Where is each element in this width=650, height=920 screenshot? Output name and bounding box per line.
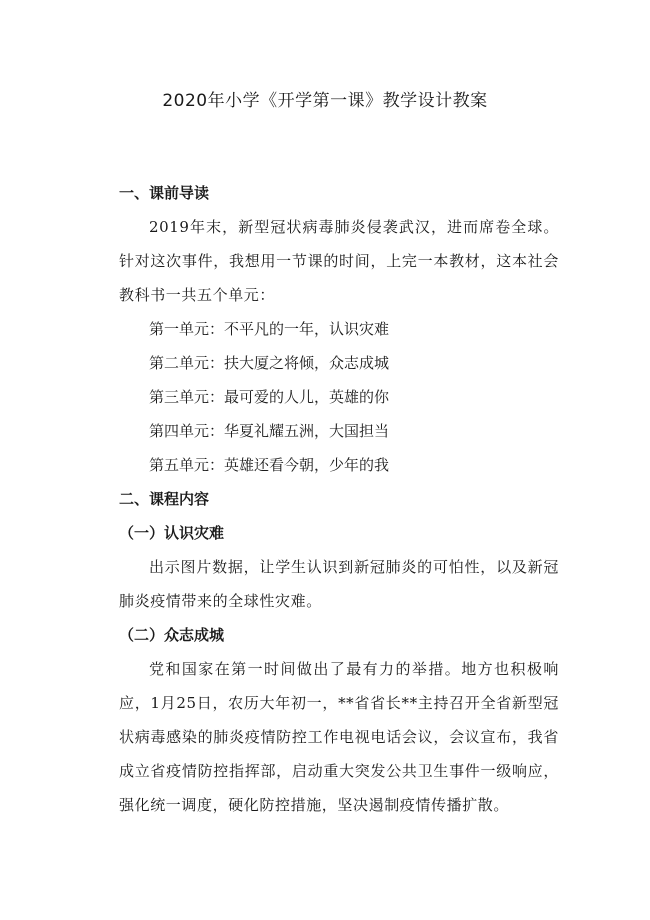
intro-paragraph: 2019年末，新型冠状病毒肺炎侵袭武汉，进而席卷全球。针对这次事件，我想用一节课的时间，上完一本教材，这本社会教科书一共五个单元： — [119, 218, 559, 304]
unit-line-4: 第四单元：华夏礼耀五洲，大国担当 — [149, 422, 390, 440]
subsection-heading-disaster: （一）认识灾难 — [119, 524, 225, 542]
unit-line-5: 第五单元：英雄还看今朝，少年的我 — [149, 456, 390, 474]
section-heading-intro: 一、课前导读 — [119, 184, 210, 202]
unit-line-2: 第二单元：扶大厦之将倾，众志成城 — [149, 354, 390, 372]
document-title: 2020年小学《开学第一课》教学设计教案 — [162, 91, 488, 111]
subsection-heading-unity: （二）众志成城 — [119, 626, 225, 644]
unit-line-3: 第三单元：最可爱的人儿，英雄的你 — [149, 388, 390, 406]
section-heading-content: 二、课程内容 — [119, 490, 210, 508]
unity-paragraph: 党和国家在第一时间做出了最有力的举措。地方也积极响应，1月25日，农历大年初一，**省省长**主持召开全省新型冠状病毒感染的肺炎疫情防控工作电视电话会议，会议宣布，我省成立省疫情防控指挥部，启动重大突发公共卫生事件一级响应，强化统一调度，硬化防控措施，坚决遏制疫情传播扩散。 — [119, 660, 559, 814]
unit-line-1: 第一单元：不平凡的一年，认识灾难 — [149, 320, 390, 338]
disaster-paragraph: 出示图片数据，让学生认识到新冠肺炎的可怕性，以及新冠肺炎疫情带来的全球性灾难。 — [119, 558, 559, 610]
document-body — [119, 176, 559, 822]
